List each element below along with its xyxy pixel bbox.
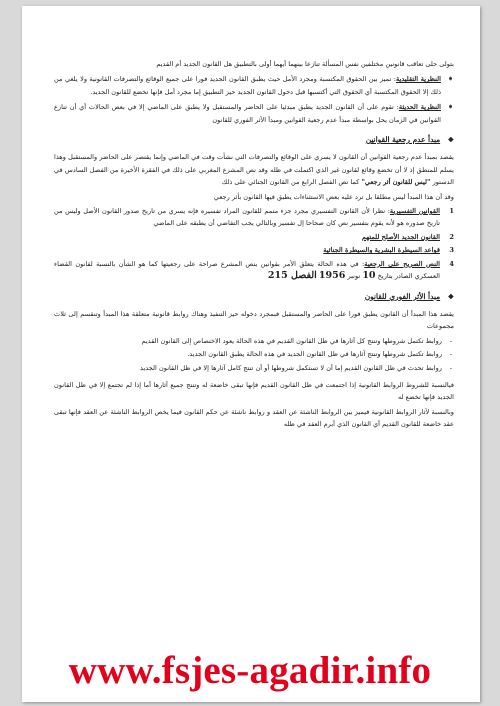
exception-item-1: 1 القوانين التفسيرية: نظرا لأن القانون التفسيري مجرد جزء متمم للقانون المراد تفسيره فإنه يسري من تاريخ صدور القانون الأصل وليس من تاريخ صدوره هو لأنه يقوم بتفسير نص كان صحاحا إل تفسير وبالتالي يجب التقاضي أن يطبقه على الماضي [54, 207, 454, 228]
paragraph-text: يقصد بمبدأ عدم رجعية القوانين أن القانون لا يسري على الوقائع والتصرفات التي نشأت وقت في الماضي وإنما يقتصر على الحاضر والمستقبل وهذا يسلم للمنطق إذ لا أن تخضع وقائع لقانون غير الذي اكتملت في ظله وقد نص المشرع المغربي على ذلك في الفقرة الأخيرة من الفصل السادس في الدستور [54, 153, 454, 187]
date-day: 10 [362, 270, 376, 282]
item-title: قواعد السيطرة البشرية والسيطرة الجنائية [323, 246, 440, 255]
theory-text: تقوم على أن القانون الجديد يطبق مبدئيا على الحاضر والمستقبل ولا يطبق على الماضي إلا في بعض الحالات أي أن تنازع القوانين في الزمان يحل بواسطة مبدأ عدم رجعية القوانين ومبدأ الأثر الفوري للقانون [54, 103, 441, 124]
item-number: 1 [449, 207, 454, 216]
constitution-quote: "ليس للقانون أثر رجعي" [361, 178, 431, 187]
item-text: نظرا لأن القانون التفسيري مجرد جزء متمم للقانون المراد تفسيره فإنه يسري من تاريخ صدور القانون الأصل وليس من تاريخ صدوره هو لأنه يقوم بتفسير نص كان صحاحا إل تفسير وبالتالي يجب التقاضي أن يطبقه على الماضي [54, 207, 440, 228]
section-heading-immediate-effect [54, 291, 454, 303]
diamond-bullet-icon: ❖ [447, 291, 454, 301]
exception-item-2 [54, 231, 454, 243]
arrow-bullet-icon: ➧ [447, 74, 454, 84]
section2-paragraph-2: فبالنسبة للشروط الروابط القانونية إذا اجتمعت في ظل القانون القديم فإنها تبقى خاضعة له وتنتج جميع آثارها أما إذا لم تجتمع إلا في ظل القانون الجديد فإنها تخضع له [54, 380, 454, 402]
document-page [22, 6, 480, 702]
relation-item-2 [54, 348, 454, 360]
date-year: 1956 [318, 270, 346, 282]
dash-bullet: - [449, 350, 452, 359]
dash-bullet: - [449, 363, 452, 372]
theory-text: تميز بين الحقوق المكتسبة ومجرد الأمل حيث يطبق القانون الجديد فورا على جميع الوقائع والتصرفات القانونية ولا يلغي من ذلك إلا الحقوق المكتسبة أي الحقوق التي أكتسبها قبل دخول القانون الجديد حيز التطبيق إما مجرد أمل فإنها تخضع للقانون الجديد. [54, 75, 441, 96]
section1-paragraph-1 [54, 151, 454, 188]
section2-paragraph-1: يقصد هذا المبدأ أن القانون يطبق فورا على الحاضر والمستقبل فبمجرد دخوله حيز التنفيذ وهناك روابط قانونية متعلقة هذا المبدأ وتنقسم إلى ثلاث مجموعات [54, 309, 454, 331]
diamond-bullet-icon: ❖ [447, 135, 454, 145]
exception-item-3 [54, 244, 454, 256]
dash-bullet: - [449, 336, 452, 345]
section-heading-text: مبدأ الأثر الفوري للقانون [364, 291, 441, 301]
item-number: 2 [449, 232, 454, 241]
item-title: القوانين التفسيرية [389, 207, 440, 216]
item-title: النص الصريح على الرجعية [364, 259, 440, 268]
relation-text: روابط تكتمل شروطها وتنتج آثارها في ظل القانون الجديد في هذه الحالة يطبق القانون الجديد. [187, 350, 442, 359]
intro-paragraph: بتولى حلى تعاقب قانونين مختلفين نفس المسألة تنازعا بينهما أيهما أولى بالتطبيق هل القانون الجديد أم القديم [156, 60, 454, 68]
relation-text: روابط تحدث في ظل القانون القديم إما أن لا تستكمل شروطها أو أن تنتج كامل آثارها إلا في ظل القانون الجديد [140, 363, 442, 372]
item-number: 4 [449, 259, 454, 268]
theory-item-classic: ➧ النظرية التقليدية: تميز بين الحقوق المكتسبة ومجرد الأمل حيث يطبق القانون الجديد فورا على جميع الوقائع والتصرفات القانونية ولا يلغي من ذلك إلا الحقوق المكتسبة أي الحقوق التي أكتسبها قبل دخول القانون الجديد حيز التطبيق إما مجرد أمل فإنها تخضع للقانون الجديد. [54, 74, 454, 96]
item-title: القانون الجديد الأصلح للمتهم [361, 232, 440, 241]
watermark-url: www.fsjes-agadir.info [68, 649, 432, 692]
relation-text: روابط تكتمل شروطها وتنتج كل آثارها في ظل القانون القديم في هذه الحالة يعود الاختصاص إلى القانون القديم [141, 336, 442, 345]
theory-title: النظرية التقليدية [395, 75, 441, 84]
paragraph-text: كما نص الفصل الرابع من القانون الجنائي على ذلك [221, 178, 360, 187]
arrow-bullet-icon: ➧ [447, 102, 454, 112]
item-number: 3 [449, 246, 454, 255]
exception-item-4: 4 النص الصريح على الرجعية: في هذه الحالة يتعلق الأمر بقوانين ينص المشرع صراحة على رجعيتها كما هو الشأن بالنسبة لقانون القضاء العسكري الصادر بتاريخ 10 نونبر 1956 الفصل 215 [54, 259, 454, 282]
date-month: نونبر [347, 272, 361, 281]
section2-paragraph-3: وبالنسبة لآثار الروابط القانونية فيميز بين الروابط الناشئة عن العقد و روابط ناشئة عن حكم القانون فيما يخص الروابط الناشئة عن العقد فإنها تبقى عقد خاضعة للقانون القديم أي القانون الذي أبرم العقد في ظله [54, 407, 454, 429]
section1-paragraph-2: وقد أن هذا المبدأ ليس مطلقا بل ترد عليه بعض الاستثناءات يطبق فيها القانون بأثر رجعي [213, 192, 454, 201]
theory-title: النظرية الحديثة [398, 103, 441, 112]
theory-item-modern: ➧ النظرية الحديثة: تقوم على أن القانون الجديد يطبق مبدئيا على الحاضر والمستقبل ولا يطبق على الماضي إلا في بعض الحالات أي أن تنازع القوانين في الزمان يحل بواسطة مبدأ عدم رجعية القوانين ومبدأ الأثر الفوري للقانون [54, 102, 454, 124]
section-heading-non-retroactivity [54, 134, 454, 146]
article-ref: الفصل 215 [267, 270, 317, 282]
relation-item-3 [54, 362, 454, 374]
document-body [54, 58, 454, 433]
section-heading-text: مبدأ عدم رجعية القوانين [365, 135, 441, 145]
relation-item-1 [54, 335, 454, 347]
item-text: في هذه الحالة يتعلق الأمر بقوانين ينص المشرع صراحة على رجعيتها كما هو الشأن بالنسبة لقانون القضاء العسكري الصادر بتاريخ [54, 259, 440, 281]
